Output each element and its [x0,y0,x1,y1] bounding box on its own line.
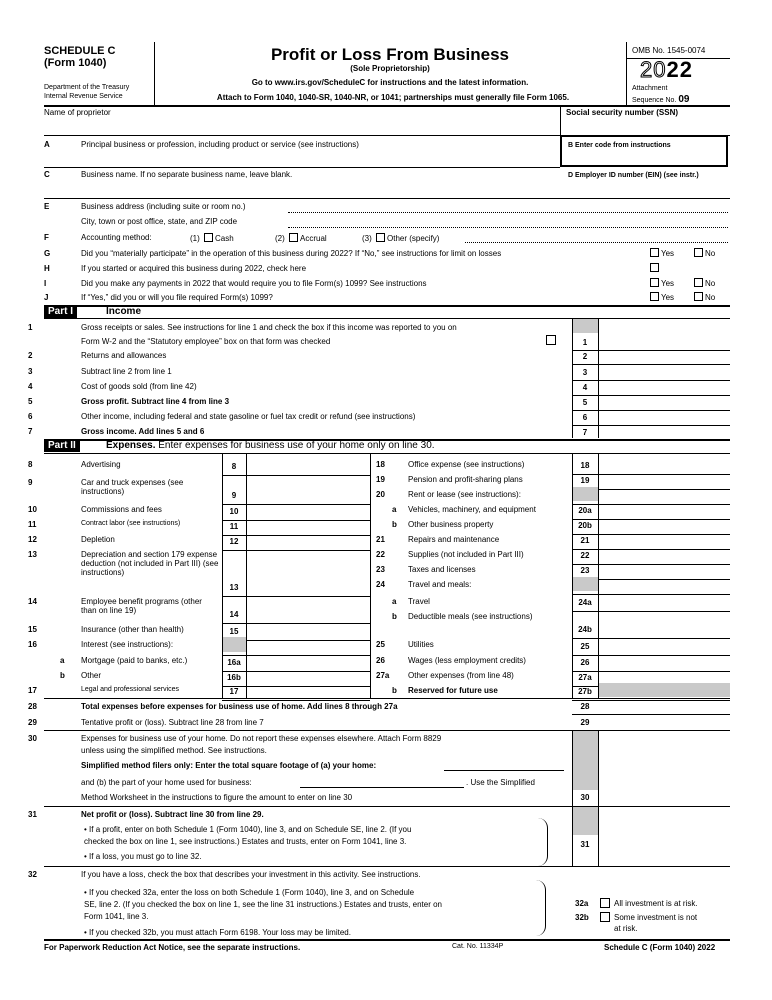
expense-row-rule [572,611,730,612]
expense-gray-cell [573,487,598,501]
i-yes-option [648,278,674,288]
expense-line-text: Wages (less employment credits) [408,656,526,665]
line-h-text: If you started or acquired this business during 2022, check here [81,264,307,273]
part1-box-label: 4 [582,383,588,392]
expense-amount-field[interactable] [248,521,368,533]
expense-line-number: 9 [28,478,33,487]
expense-line-text: Depletion [81,535,115,544]
line28-number: 28 [28,702,37,711]
expense-box-label: 16b [227,673,241,682]
expense-box-label: 10 [229,507,239,516]
form-label: (Form 1040) [44,57,107,69]
expense-gray-cell [573,577,598,591]
part1-amount-field[interactable] [600,366,728,379]
part1-box-label: 1 [582,338,588,347]
proprietor-name-field[interactable] [46,118,556,134]
expense-box-label: 27a [578,673,592,682]
line31-loss: • If a loss, you must go to line 32. [84,852,202,861]
cash-checkbox[interactable] [204,233,213,242]
line-c-text: Business name. If no separate business name, leave blank. [81,170,293,179]
line30-field[interactable] [600,791,728,804]
line-a-letter: A [44,140,50,149]
accrual-number: (2) [275,234,285,243]
expense-row-rule [222,700,370,701]
line32b-label: 32b [575,913,589,922]
part1-amount-field[interactable] [600,336,728,349]
line-e-text: Business address (including suite or room no.) [81,202,246,211]
line31-gray-cell [573,807,598,835]
line-i-letter: I [44,279,47,288]
expense-line-text: Insurance (other than health) [81,625,184,634]
line32-checked-a3: Form 1041, line 3. [84,912,149,921]
footer-form-id: Schedule C (Form 1040) 2022 [604,943,716,952]
city-state-zip-field[interactable] [288,216,728,228]
accrual-checkbox[interactable] [289,233,298,242]
part2-heading [106,440,435,452]
line31-number: 31 [28,810,37,819]
part1-line-text: Form W-2 and the “Statutory employee” box on that form was checked [81,337,331,346]
expense-amount-field[interactable] [248,490,368,502]
accrual-label: Accrual [300,234,327,243]
g-yes-checkbox[interactable] [650,248,659,257]
expense-line-number: 20 [376,490,385,499]
expense-amount-field[interactable] [248,657,368,669]
line30-text1: Expenses for business use of your home. Do not report these expenses elsewhere. Attach Form 8829 [81,734,442,743]
line29-box-label: 29 [580,718,590,727]
part1-amount-field[interactable] [600,426,728,439]
expense-box-label: 14 [229,610,239,619]
tax-year-suffix: 22 [666,57,693,82]
line28-text: Total expenses before expenses for business use of home. Add lines 8 through 27a [81,702,398,711]
part1-line-number: 3 [28,367,33,376]
part1-tag: Part I [44,306,77,318]
expense-line-text: Utilities [408,640,434,649]
expense-amount-field[interactable] [248,626,368,638]
expense-box-label: 16a [227,658,241,667]
line30-text3: Simplified method filers only: Enter the total square footage of (a) your home: [81,761,377,770]
part2-subtitle: Enter expenses for business use of your home only on line 30. [158,440,435,451]
expense-line-sub: b [392,612,397,621]
j-yes-checkbox[interactable] [650,292,659,301]
expense-line-number: 24 [376,580,385,589]
sequence-text: Sequence No. [632,97,677,104]
part1-line-text: Other income, including federal and state gasoline or fuel tax credit or refund (see instructions) [81,412,416,421]
part1-row-rule [572,364,730,365]
expense-line-sub: b [392,520,397,529]
part1-line-number: 5 [28,397,33,406]
expense-row-rule [572,594,730,595]
expense-box-label: 20a [578,506,592,515]
line32a-label: 32a [575,899,589,908]
expense-line-text: Contract labor (see instructions) [81,520,181,527]
expense-box-label: 22 [580,551,590,560]
expense-line-number: 21 [376,535,385,544]
expense-gray-cell [223,637,246,652]
expense-amount-field[interactable] [248,582,368,594]
line29-text: Tentative profit or (loss). Subtract line 28 from line 7 [81,718,264,727]
expense-amount-field[interactable] [600,597,728,609]
line-a-text: Principal business or profession, including product or service (see instructions) [81,140,359,149]
line-e-letter: E [44,202,50,211]
expense-line-number: 12 [28,535,37,544]
ein-field[interactable] [566,183,726,195]
expense-row-rule [222,475,370,476]
other-method-number: (3) [362,234,372,243]
line30-text4: and (b) the part of your home used for business: [81,778,252,787]
line31-profit-b: checked the box on line 1, see instructions.) Estates and trusts, enter on Form 1041, line 3. [84,837,407,846]
expense-line-text: Commissions and fees [81,505,162,514]
line30-gray-cell [573,731,598,790]
expense-line-text: Supplies (not included in Part III) [408,550,524,559]
part1-line-number: 1 [28,323,33,332]
expense-line-number: 26 [376,656,385,665]
j-yes-label: Yes [661,293,675,302]
expense-amount-field[interactable] [600,505,728,517]
expense-line-text: Other [81,671,102,680]
line32-checked-b: • If you checked 32b, you must attach Form 6198. Your loss may be limited. [84,928,351,937]
line32-number: 32 [28,870,37,879]
line32a-text: All investment is at risk. [614,899,698,908]
part1-box-label: 5 [582,398,588,407]
i-no-label: No [705,279,716,288]
h-option [648,263,661,273]
g-yes-option [648,248,674,258]
expense-line-number: 18 [376,460,385,469]
line28-box-label: 28 [580,702,590,711]
line30-text2: unless using the simplified method. See instructions. [81,746,267,755]
line-f-text: Accounting method: [81,233,152,242]
line32-text: If you have a loss, check the box that describes your investment in this activity. See instructions. [81,870,421,879]
expense-box-label: 27b [578,687,592,696]
expense-row-rule [222,655,370,656]
proprietor-name-label: Name of proprietor [44,108,111,117]
expense-line-text: Rent or lease (see instructions): [408,490,521,499]
expense-line-number: 19 [376,475,385,484]
expense-row-rule [222,623,370,624]
part2-tag: Part II [44,440,80,452]
expense-amount-field[interactable] [248,506,368,518]
expense-line-text: Legal and professional services [81,686,180,693]
expense-row-rule [222,504,370,505]
part2-title: Expenses. [106,440,156,451]
ssn-field[interactable] [566,120,730,134]
expense-row-rule [222,550,370,551]
line32b-text1: Some investment is not [614,913,698,922]
line32-checked-a2: SE, line 2. (If you checked the box on line 1, see the line 31 instructions.) Estates and trusts, enter on [84,900,442,909]
part1-line-number: 4 [28,382,33,391]
j-yes-option [648,292,674,302]
expense-line-number: 16 [28,640,37,649]
expense-box-label: 9 [231,491,237,500]
cash-option [190,233,234,243]
ssn-label: Social security number (SSN) [566,108,679,117]
footer-cat-number: Cat. No. 11334P [452,943,504,950]
line32-checked-a1: • If you checked 32a, enter the loss on both Schedule 1 (Form 1040), line 3, and on Schedule [84,888,415,897]
expense-line-text: Vehicles, machinery, and equipment [408,505,536,514]
expense-amount-field[interactable] [600,565,728,577]
part1-line-text: Cost of goods sold (from line 42) [81,382,197,391]
expense-amount-field[interactable] [600,550,728,562]
i-no-option [692,278,715,288]
part1-amount-field[interactable] [600,350,728,363]
expense-amount-field[interactable] [600,475,728,487]
expense-box-label: 11 [229,522,239,531]
expense-box-label: 15 [229,627,239,636]
expense-line-text: Mortgage (paid to banks, etc.) [81,656,188,665]
line28-field[interactable] [600,700,728,713]
expense-amount-field[interactable] [248,609,368,621]
expense-box-label: 24a [578,598,592,607]
other-method-option [362,233,439,243]
line30-text5: Method Worksheet in the instructions to figure the amount to enter on line 30 [81,793,353,802]
expense-box-label: 24b [578,625,592,634]
expense-line-number: 23 [376,565,385,574]
line31-profit-a: • If a profit, enter on both Schedule 1 (Form 1040), line 3, and on Schedule SE, line 2. (If you [84,825,412,834]
g-no-checkbox[interactable] [694,248,703,257]
part1-line-text: Gross profit. Subtract line 4 from line 3 [81,397,230,406]
line32b-text2: at risk. [614,924,638,933]
attachment-label: Attachment [632,85,668,92]
expense-line-number: 10 [28,505,37,514]
part1-amount-field[interactable] [600,411,728,424]
business-name-field[interactable] [80,182,556,196]
line31-box-label: 31 [580,840,590,849]
attach-line: Attach to Form 1040, 1040-SR, 1040-NR, or 1041; partnerships must generally file Form 1065. [216,93,570,102]
expense-row-rule [572,638,730,639]
expense-box-label: 25 [580,642,590,651]
part1-title: Income [106,306,142,317]
expense-line-text: Repairs and maintenance [408,535,500,544]
reserved-gray-cell [599,683,730,697]
part1-line-text: Gross income. Add lines 5 and 6 [81,427,205,436]
expense-box-label: 26 [580,658,590,667]
expense-amount-field[interactable] [600,520,728,532]
line-c-letter: C [44,170,50,179]
cash-number: (1) [190,234,200,243]
expense-line-text: Depreciation and section 179 expense deduction (not included in Part III) (see instructions) [81,550,219,578]
schedule-label: SCHEDULE C [44,45,116,57]
line-b-text: B Enter code from instructions [568,142,671,149]
line-g-text: Did you “materially participate” in the operation of this business during 2022? If “No,” see instructions for limit on losses [81,249,502,258]
expense-box-label: 20b [578,521,592,530]
expense-row-rule [572,655,730,656]
line31-text: Net profit or (loss). Subtract line 30 from line 29. [81,810,264,819]
expense-line-number: 17 [28,686,37,695]
sequence-number: 09 [678,94,690,105]
j-no-label: No [705,293,716,302]
expense-line-text: Interest (see instructions): [81,640,174,649]
expense-line-text: Other business property [408,520,494,529]
expense-amount-field[interactable] [248,536,368,548]
other-method-field[interactable] [465,232,728,243]
line-d-text: D Employer ID number (EIN) (see instr.) [568,172,699,179]
expense-line-sub: b [392,686,397,695]
line29-number: 29 [28,718,37,727]
expense-row-rule [222,596,370,597]
line-j-text: If “Yes,” did you or will you file required Form(s) 1099? [81,293,273,302]
j-no-option [692,292,715,302]
g-yes-label: Yes [661,249,675,258]
expense-box-label: 23 [580,566,590,575]
business-code-field[interactable] [566,152,724,164]
expense-line-number: 8 [28,460,33,469]
part1-line-number: 6 [28,412,33,421]
expense-line-number: 11 [28,520,37,529]
expense-box-label: 18 [580,461,590,470]
line1-gray-cell [573,319,598,333]
accrual-option [275,233,327,243]
line30-box-label: 30 [580,793,590,802]
line32-brace [536,880,546,936]
expense-line-sub: a [60,656,65,665]
g-no-option [692,248,715,258]
expense-line-text: Office expense (see instructions) [408,460,525,469]
line29-field[interactable] [600,716,728,729]
line30-text4b: . Use the Simplified [466,778,535,787]
tax-year [640,57,693,82]
expense-amount-field[interactable] [248,672,368,684]
expense-line-sub: a [392,597,397,606]
dept-line2: Internal Revenue Service [44,93,123,100]
line-j-letter: J [44,293,49,302]
expense-line-sub: a [392,505,397,514]
expense-line-text: Travel [408,597,430,606]
expense-line-sub: b [60,671,65,680]
dept-line1: Department of the Treasury [44,84,130,91]
part1-box-label: 6 [582,413,588,422]
expense-line-text: Taxes and licenses [408,565,476,574]
expense-row-rule [572,700,730,701]
g-no-label: No [705,249,716,258]
expense-line-text: Advertising [81,460,121,469]
tax-year-prefix: 20 [640,57,667,82]
other-method-label: Other (specify) [387,234,440,243]
expense-amount-field[interactable] [600,657,728,669]
some-not-at-risk-checkbox[interactable] [600,912,610,922]
home-sqft-field[interactable] [444,760,564,771]
expense-line-number: 27a [376,671,390,680]
expense-amount-field[interactable] [248,686,368,698]
i-yes-label: Yes [661,279,675,288]
expense-line-text: Employee benefit programs (other than on line 19) [81,597,202,616]
business-sqft-field[interactable] [300,777,464,788]
expense-line-text: Other expenses (from line 48) [408,671,514,680]
i-no-checkbox[interactable] [694,278,703,287]
j-no-checkbox[interactable] [694,292,703,301]
expense-line-number: 15 [28,625,37,634]
form-subtitle: (Sole Proprietorship) [350,64,430,73]
expense-line-text: Deductible meals (see instructions) [408,612,533,621]
part1-row-rule [572,440,730,441]
part1-box-label: 7 [582,428,588,437]
part1-amount-field[interactable] [600,381,728,394]
expense-amount-field[interactable] [248,461,368,473]
expense-line-text: Pension and profit-sharing plans [408,475,523,484]
part1-line-text: Subtract line 2 from line 1 [81,367,172,376]
line-f-letter: F [44,233,49,242]
form-title: Profit or Loss From Business [270,45,510,64]
line31-field[interactable] [600,837,728,850]
expense-box-label: 17 [229,687,239,696]
expense-line-text: Reserved for future use [408,686,498,695]
expense-amount-field[interactable] [600,641,728,653]
line-h-letter: H [44,264,50,273]
line30-number: 30 [28,734,37,743]
expense-amount-field[interactable] [600,535,728,547]
goto-line: Go to www.irs.gov/ScheduleC for instructions and the latest information. [251,78,529,87]
expense-line-text: Car and truck expenses (see instructions) [81,478,184,497]
line31-brace [538,818,548,866]
expense-box-label: 12 [229,537,239,546]
expense-amount-field[interactable] [600,460,728,472]
expense-box-label: 13 [229,583,239,592]
all-at-risk-checkbox[interactable] [600,898,610,908]
h-checkbox[interactable] [650,263,659,272]
expense-box-label: 8 [231,462,237,471]
cash-label: Cash [215,234,234,243]
omb-number: OMB No. 1545-0074 [632,46,706,55]
part1-line-text: Returns and allowances [81,351,167,360]
business-profession-field[interactable] [80,152,556,166]
sequence-label [632,94,689,106]
expense-line-number: 25 [376,640,385,649]
line-g-letter: G [44,249,51,258]
part1-line-number: 2 [28,351,33,360]
expense-line-text: Travel and meals: [408,580,472,589]
part1-line-number: 7 [28,427,33,436]
part1-box-label: 3 [582,368,588,377]
expense-amount-field[interactable] [600,624,728,636]
line-i-text: Did you make any payments in 2022 that would require you to file Form(s) 1099? See instructions [81,279,427,288]
line-e2-text: City, town or post office, state, and ZIP code [81,217,238,226]
part1-line-text: Gross receipts or sales. See instructions for line 1 and check the box if this income was reported to you on [81,323,457,332]
expense-box-label: 21 [580,536,590,545]
business-address-field[interactable] [288,201,728,213]
expense-line-number: 22 [376,550,385,559]
part1-box-label: 2 [582,352,588,361]
expense-line-number: 13 [28,550,37,559]
expense-box-label: 19 [580,476,590,485]
expense-line-number: 14 [28,597,37,606]
part1-amount-field[interactable] [600,396,728,409]
i-yes-checkbox[interactable] [650,278,659,287]
footer-notice: For Paperwork Reduction Act Notice, see the separate instructions. [44,943,301,952]
other-method-checkbox[interactable] [376,233,385,242]
